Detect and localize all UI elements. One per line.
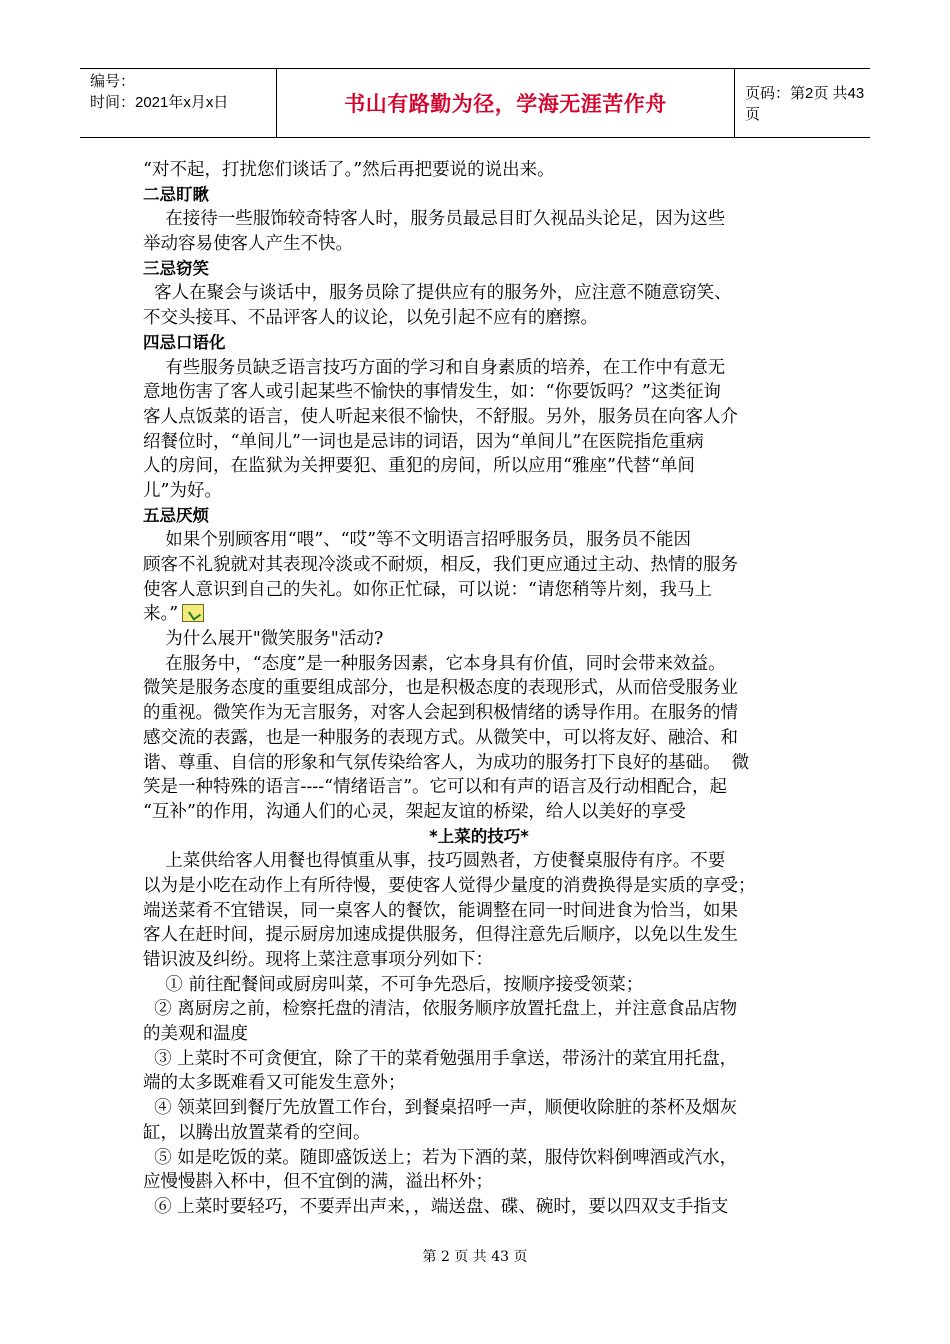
body-text-line xyxy=(143,454,815,479)
line-text: 微笑是服务态度的重要组成部分，也是积极态度的表现形式，从而倍受服务业 xyxy=(143,678,738,699)
body-text-line xyxy=(143,923,815,948)
line-text: 为什么展开"微笑服务"活动? xyxy=(143,629,384,650)
line-text: ⑥ 上菜时要轻巧，不要弄出声来，，端送盘、碟、碗时，要以四双支手指支 xyxy=(143,1196,729,1217)
body-text-line xyxy=(143,948,815,973)
header-motto: 书山有路勤为径，学海无涯苦作舟 xyxy=(277,69,735,137)
body-text-line xyxy=(143,553,815,578)
body-text-line xyxy=(143,775,815,800)
line-text: 的美观和温度 xyxy=(143,1024,248,1045)
body-text-line xyxy=(143,1096,815,1121)
body-text-line xyxy=(143,726,815,751)
body-text-line xyxy=(143,232,815,257)
line-text: 的重视。微笑作为无言服务，对客人会起到积极情绪的诱导作用。在服务的情 xyxy=(143,703,738,724)
line-text: “对不起，打扰您们谈话了。”然后再把要说的说出来。 xyxy=(143,160,555,180)
body-text-line xyxy=(143,281,815,306)
line-text: 二忌盯瞅 xyxy=(143,184,209,204)
body-text-line xyxy=(143,1121,815,1146)
line-text: 客人点饭菜的语言，使人听起来很不愉快，不舒服。另外，服务员在向客人介 xyxy=(143,406,738,427)
section-heading xyxy=(143,183,815,208)
line-text: 如果个别顾客用“喂”、“哎”等不文明语言招呼服务员，服务员不能因 xyxy=(143,530,692,551)
body-text-line xyxy=(143,997,815,1022)
page-footer: 第 2 页 共 43 页 xyxy=(422,1249,528,1265)
line-text: ③ 上菜时不可贪便宜，除了干的菜肴勉强用手拿送，带汤汁的菜宜用托盘， xyxy=(143,1048,738,1069)
body-text-line xyxy=(143,701,815,726)
section-heading xyxy=(143,331,815,356)
line-text: 不交头接耳、不品评客人的议论，以免引起不应有的磨擦。 xyxy=(143,308,598,329)
header-page-info: 页码：第2页 共43页 xyxy=(745,85,865,123)
body-text-line xyxy=(143,652,815,677)
line-text: 绍餐位时，“单间儿”一词也是忌讳的词语，因为“单间儿”在医院指危重病 xyxy=(143,431,704,452)
line-text: 在接待一些服饰较奇特客人时，服务员最忌目盯久视品头论足，因为这些 xyxy=(143,209,726,230)
body-text-line xyxy=(143,874,815,899)
line-text: 使客人意识到自己的失礼。如你正忙碌，可以说：“请您稍等片刻，我马上 xyxy=(143,579,712,600)
line-text: 谐、尊重、自信的形象和气氛传染给客人，为成功的服务打下良好的基础。 微 xyxy=(143,752,750,773)
body-text-line xyxy=(143,602,815,627)
line-text: ① 前往配餐间或厨房叫菜，不可争先恐后，按顺序接受领菜； xyxy=(143,974,644,995)
line-text: 上菜供给客人用餐也得慎重从事，技巧圆熟者，方使餐桌服侍有序。不要 xyxy=(143,851,726,872)
line-text: 端送菜肴不宜错误，同一桌客人的餐饮，能调整在同一时间进食为恰当，如果 xyxy=(143,900,738,921)
body-text-line xyxy=(143,849,815,874)
line-text: 有些服务员缺乏语言技巧方面的学习和自身素质的培养，在工作中有意无 xyxy=(143,357,726,378)
line-text: 人的房间，在监狱为关押要犯、重犯的房间，所以应用“雅座”代替“单间 xyxy=(143,456,695,477)
line-text: 五忌厌烦 xyxy=(143,505,209,525)
line-text: “互补”的作用，沟通人们的心灵，架起友谊的桥梁，给人以美好的享受 xyxy=(143,801,686,822)
line-text: 三忌窃笑 xyxy=(143,258,209,278)
body-text-line xyxy=(143,430,815,455)
header-number-label: 编号： xyxy=(90,73,136,90)
line-text: 笑是一种特殊的语言----“情绪语言”。它可以和有声的语言及行动相配合，起 xyxy=(143,777,728,798)
page-header xyxy=(80,68,870,138)
line-text: ④ 领菜回到餐厅先放置工作台，到餐桌招呼一声，顺便收除脏的茶杯及烟灰 xyxy=(143,1098,738,1119)
body-text-line xyxy=(143,627,815,652)
line-text: 意地伤害了客人或引起某些不愉快的事情发生，如：“你要饭吗？”这类征询 xyxy=(143,382,721,403)
body-text-line xyxy=(143,1047,815,1072)
body-text-line xyxy=(143,1022,815,1047)
sticky-note-icon[interactable] xyxy=(182,604,204,622)
line-text: ② 离厨房之前，检察托盘的清洁，依服务顺序放置托盘上，并注意食品店物 xyxy=(143,999,738,1020)
header-meta xyxy=(80,69,277,137)
body-text-line xyxy=(143,306,815,331)
line-text: 以为是小吃在动作上有所待慢，要使客人觉得少量度的消费换得是实质的享受； xyxy=(143,875,756,896)
body-text-line xyxy=(143,751,815,776)
line-text: *上菜的技巧* xyxy=(429,826,529,846)
line-text: 四忌口语化 xyxy=(143,332,226,352)
body-text-line xyxy=(143,1146,815,1171)
body-text-line xyxy=(143,800,815,825)
line-text: 顾客不礼貌就对其表现冷淡或不耐烦，相反，我们更应通过主动、热情的服务 xyxy=(143,555,738,575)
line-text: 客人在聚会与谈话中，服务员除了提供应有的服务外，应注意不随意窃笑、 xyxy=(143,283,732,304)
section-heading xyxy=(143,504,815,529)
line-text: 儿”为好。 xyxy=(143,480,222,501)
body-text-line xyxy=(143,578,815,603)
document-body xyxy=(143,158,815,1220)
header-date-label: 时间：2021年x月x日 xyxy=(90,94,229,111)
line-text: 应慢慢斟入杯中，但不宜倒的满，溢出杯外； xyxy=(143,1172,493,1193)
body-text-line xyxy=(143,1071,815,1096)
body-text-line xyxy=(143,1170,815,1195)
line-text: 来。” xyxy=(143,604,179,625)
line-text: 举动容易使客人产生不快。 xyxy=(143,234,353,255)
line-text: 客人在赶时间，提示厨房加速成提供服务，但得注意先后顺序，以免以生发生 xyxy=(143,925,738,946)
body-text-line xyxy=(143,479,815,504)
body-text-line xyxy=(143,676,815,701)
body-text-line xyxy=(143,405,815,430)
body-text-line xyxy=(143,1195,815,1220)
line-text: 缸，以腾出放置菜肴的空间。 xyxy=(143,1122,371,1143)
section-title xyxy=(143,825,815,850)
line-text: 感交流的表露，也是一种服务的表现方式。从微笑中，可以将友好、融洽、和 xyxy=(143,727,738,748)
body-text-line xyxy=(143,528,815,553)
body-text-line xyxy=(143,380,815,405)
body-text-line xyxy=(143,899,815,924)
body-text-line xyxy=(143,356,815,381)
line-text: 错识波及纠纷。现将上菜注意事项分列如下： xyxy=(143,950,493,970)
line-text: 在服务中，“态度”是一种服务因素，它本身具有价值，同时会带来效益。 xyxy=(143,653,726,674)
body-text-line xyxy=(143,973,815,998)
section-heading xyxy=(143,257,815,282)
line-text: 端的太多既难看又可能发生意外； xyxy=(143,1073,406,1094)
line-text: ⑤ 如是吃饭的菜。随即盛饭送上；若为下酒的菜，服侍饮料倒啤酒或汽水， xyxy=(143,1147,738,1168)
body-text-line xyxy=(143,158,815,183)
body-text-line xyxy=(143,207,815,232)
